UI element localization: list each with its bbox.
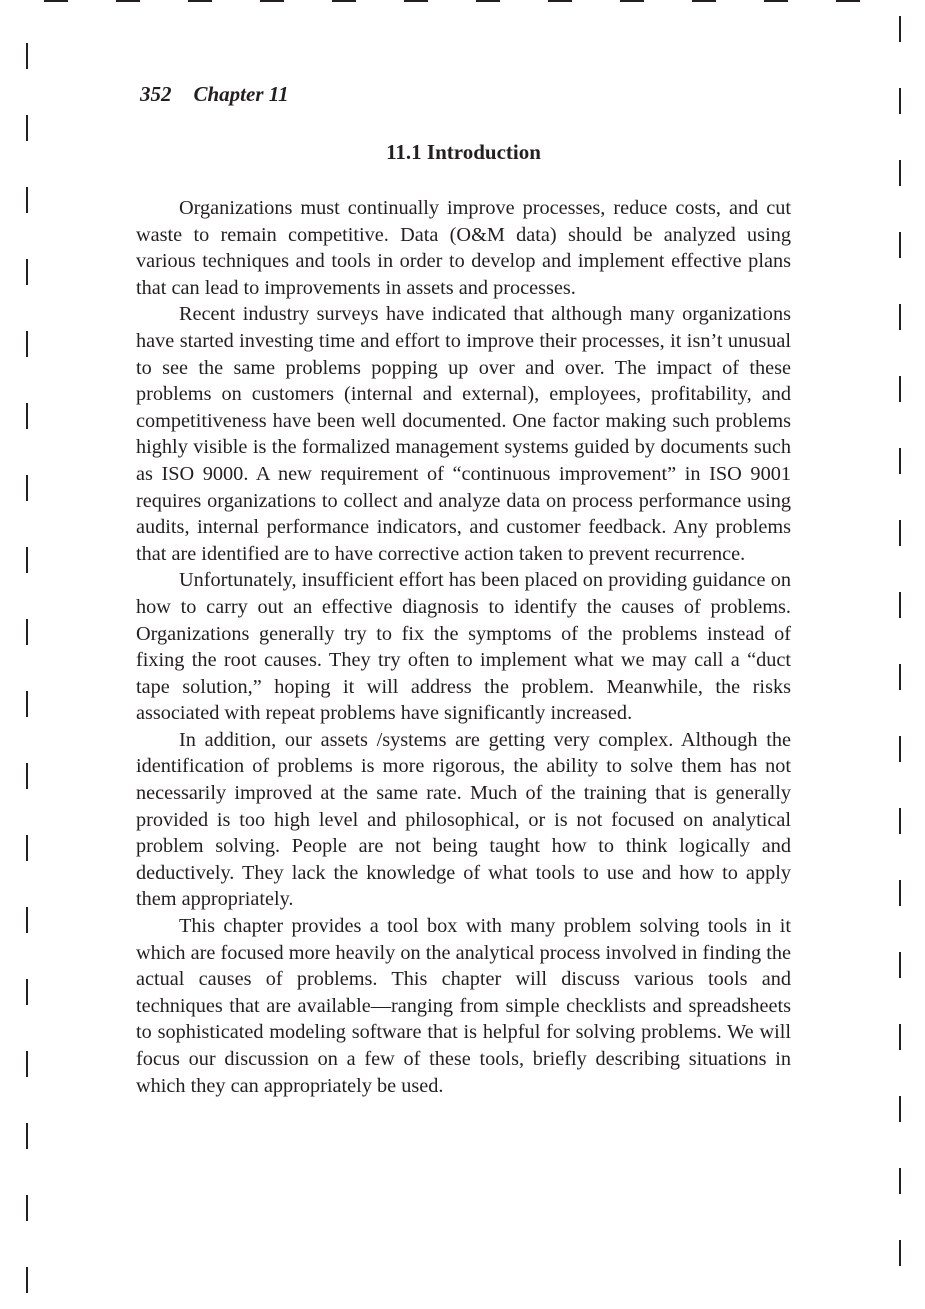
crop-mark [26,763,28,789]
crop-mark [26,1123,28,1149]
crop-mark [188,0,212,2]
crop-mark [404,0,428,2]
crop-mark [899,160,901,186]
crop-mark [26,691,28,717]
paragraph: Unfortunately, insufficient effort has been placed on providing guidance on how to carry out an effective diagnosis to identify the causes of problems. Organizations generally try to fix the symptoms of the problems instead of fixing the root causes. They try often to implement what we may call a “duct tape solution,” hoping it will address the problem. Meanwhile, the risks associated with repeat problems have significantly increased. [136,569,791,725]
crop-mark [899,16,901,42]
crop-mark [26,907,28,933]
chapter-label: Chapter 11 [193,82,289,106]
crop-mark [26,259,28,285]
crop-mark [116,0,140,2]
paragraph: In addition, our assets /systems are getting very complex. Although the identification of problems is more rigorous, the ability to solve them has not necessarily improved at the same rate. Much of the training that is generally provided is too high level and philosophical, or is not focused on analytical problem solving. People are not being taught how to think logically and deductively. They lack the knowledge of what tools to use and how to apply them appropriately. [136,728,791,911]
crop-mark [899,1096,901,1122]
crop-mark [332,0,356,2]
crop-mark [260,0,284,2]
crop-mark [26,835,28,861]
crop-mark [476,0,500,2]
crop-mark [764,0,788,2]
paragraph: Recent industry surveys have indicated that although many organizations have started investing time and effort to improve their processes, it isn’t unusual to see the same problems popping up over and over. The impact of these problems on customers (internal and external), employees, profitability, and competitiveness have been well documented. One factor making such problems highly visible is the formalized management systems guided by documents such as ISO 9000. A new requirement of “continuous improvement” in ISO 9001 requires organizations to collect and analyze data on process performance using audits, internal performance indicators, and customer feedback. Any problems that are identified are to have corrective action taken to prevent recurrence. [136,303,791,565]
crop-mark [26,475,28,501]
crop-mark [26,403,28,429]
crop-mark [26,619,28,645]
crop-mark [692,0,716,2]
crop-mark [44,0,68,2]
crop-mark [26,547,28,573]
crop-mark [899,304,901,330]
crop-mark [26,187,28,213]
crop-mark [899,88,901,114]
crop-mark [899,592,901,618]
crop-mark [26,1051,28,1077]
crop-mark [548,0,572,2]
page-number: 352 [140,82,172,106]
crop-mark [899,664,901,690]
crop-mark [26,979,28,1005]
crop-mark [899,232,901,258]
section-title: 11.1 Introduction [386,140,541,164]
crop-mark [26,43,28,69]
crop-mark [899,880,901,906]
paragraph: Organizations must continually improve processes, reduce costs, and cut waste to remain competitive. Data (O&M data) should be analyzed using various techniques and tools in order to develop and implement effective plans that can lead to improvements in assets and processes. [136,197,791,299]
crop-mark [899,1024,901,1050]
crop-mark [899,448,901,474]
crop-mark [899,952,901,978]
crop-mark [899,808,901,834]
crop-mark [26,115,28,141]
crop-mark [26,1195,28,1221]
running-head [140,82,289,107]
crop-mark [620,0,644,2]
crop-mark [899,1240,901,1266]
crop-mark [899,736,901,762]
crop-mark [899,1168,901,1194]
crop-mark [26,331,28,357]
crop-mark [836,0,860,2]
crop-mark [26,1267,28,1293]
body-text [136,195,791,1099]
crop-mark [899,376,901,402]
paragraph: This chapter provides a tool box with many problem solving tools in it which are focused more heavily on the analytical process involved in finding the actual causes of problems. This chapter will discuss various tools and techniques that are available—ranging from simple checklists and spreadsheets to sophisticated modeling software that is helpful for solving problems. We will focus our discussion on a few of these tools, briefly describing situations in which they can appropriately be used. [136,915,791,1097]
crop-mark [899,520,901,546]
